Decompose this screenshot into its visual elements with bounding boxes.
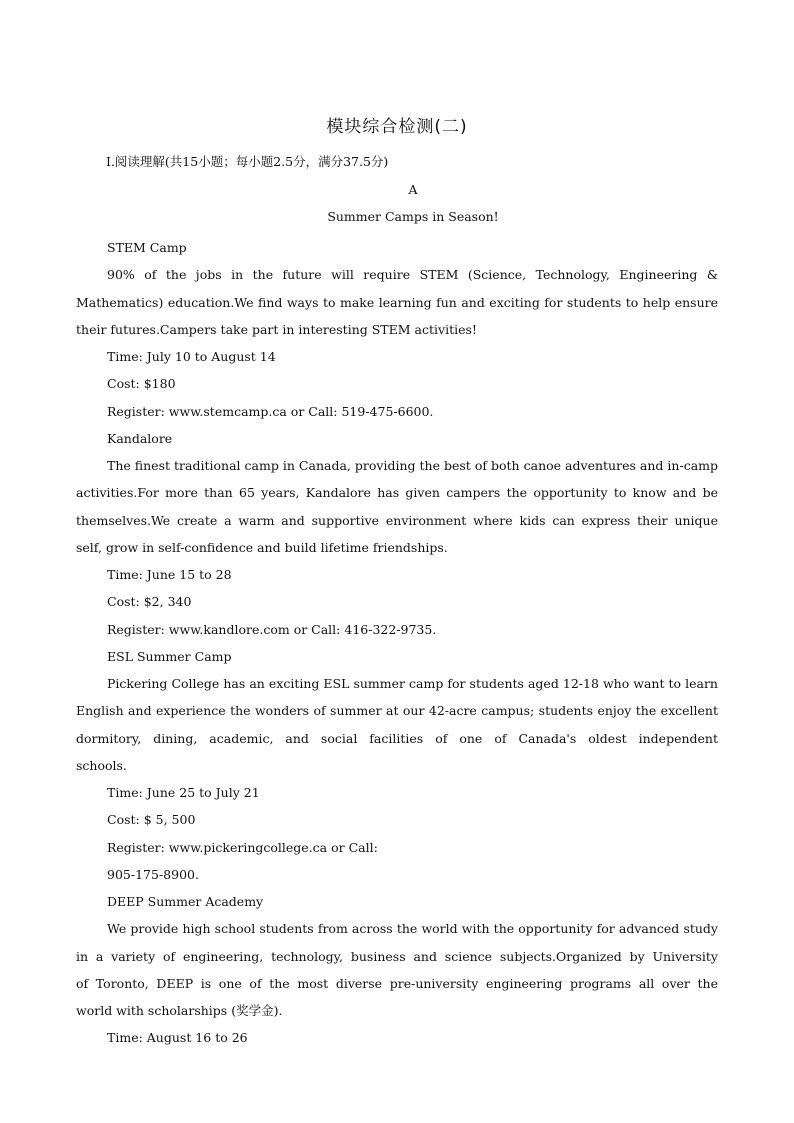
- passage-body: [76, 234, 718, 1052]
- passage-title: Summer Camps in Season!: [327, 209, 499, 224]
- camp-description-line: 90% of the jobs in the future will require STEM (Science, Technology, Engineering &: [107, 267, 718, 283]
- camp-name-deep: DEEP Summer Academy: [107, 894, 264, 909]
- passage-letter: A: [408, 182, 418, 197]
- camp-time: Time: July 10 to August 14: [107, 349, 276, 364]
- camp-description-line: schools.: [76, 757, 127, 773]
- camp-description-line: dormitory, dining, academic, and social facilities of one of Canada's oldest independent: [76, 730, 718, 746]
- camp-name-kandalore: Kandalore: [107, 430, 173, 446]
- camp-name-stem: STEM Camp: [107, 240, 187, 255]
- camp-description-line: in a variety of engineering, technology, business and science subjects.Organized by University: [76, 948, 718, 964]
- section-heading: Ⅰ.阅读理解(共15小题；每小题2.5分，满分37.5分): [106, 154, 389, 169]
- camp-description-line: of Toronto, DEEP is one of the most diverse pre-university engineering programs all over the: [76, 975, 718, 991]
- camp-register-phone: 905-175-8900.: [107, 866, 199, 882]
- camp-register: Register: www.pickeringcollege.ca or Call:: [107, 839, 378, 855]
- camp-name-esl: ESL Summer Camp: [107, 648, 232, 664]
- camp-time: Time: June 25 to July 21: [107, 785, 260, 800]
- camp-register: Register: www.kandlore.com or Call: 416-322-9735.: [107, 621, 437, 637]
- camp-description-line: We provide high school students from across the world with the opportunity for advanced study: [107, 921, 718, 937]
- camp-description-line: English and experience the wonders of summer at our 42-acre campus; students enjoy the excellent: [76, 703, 718, 719]
- camp-description-line: Mathematics) education.We find ways to make learning fun and exciting for students to help ensure: [76, 294, 718, 310]
- camp-description-line: world with scholarships (奖学金).: [76, 1003, 283, 1018]
- camp-cost: Cost: $ 5, 500: [107, 812, 196, 828]
- camp-cost: Cost: $2, 340: [107, 594, 192, 610]
- camp-description-line: The finest traditional camp in Canada, providing the best of both canoe adventures and in-camp: [107, 458, 718, 473]
- camp-cost: Cost: $180: [107, 376, 176, 392]
- camp-description-line: themselves.We create a warm and supportive environment where kids can express their unique: [76, 512, 718, 528]
- document-title: 模块综合检测(二): [326, 117, 468, 137]
- camp-description-line: their futures.Campers take part in interesting STEM activities!: [76, 321, 477, 337]
- camp-description-line: Pickering College has an exciting ESL summer camp for students aged 12-18 who want to learn: [107, 676, 718, 691]
- camp-description-line: self, grow in self-confidence and build lifetime friendships.: [76, 539, 448, 555]
- camp-time: Time: June 15 to 28: [107, 567, 232, 582]
- camp-description-line: activities.For more than 65 years, Kandalore has given campers the opportunity to know and be: [76, 485, 718, 501]
- camp-time: Time: August 16 to 26: [107, 1030, 248, 1046]
- camp-register: Register: www.stemcamp.ca or Call: 519-475-6600.: [107, 403, 434, 419]
